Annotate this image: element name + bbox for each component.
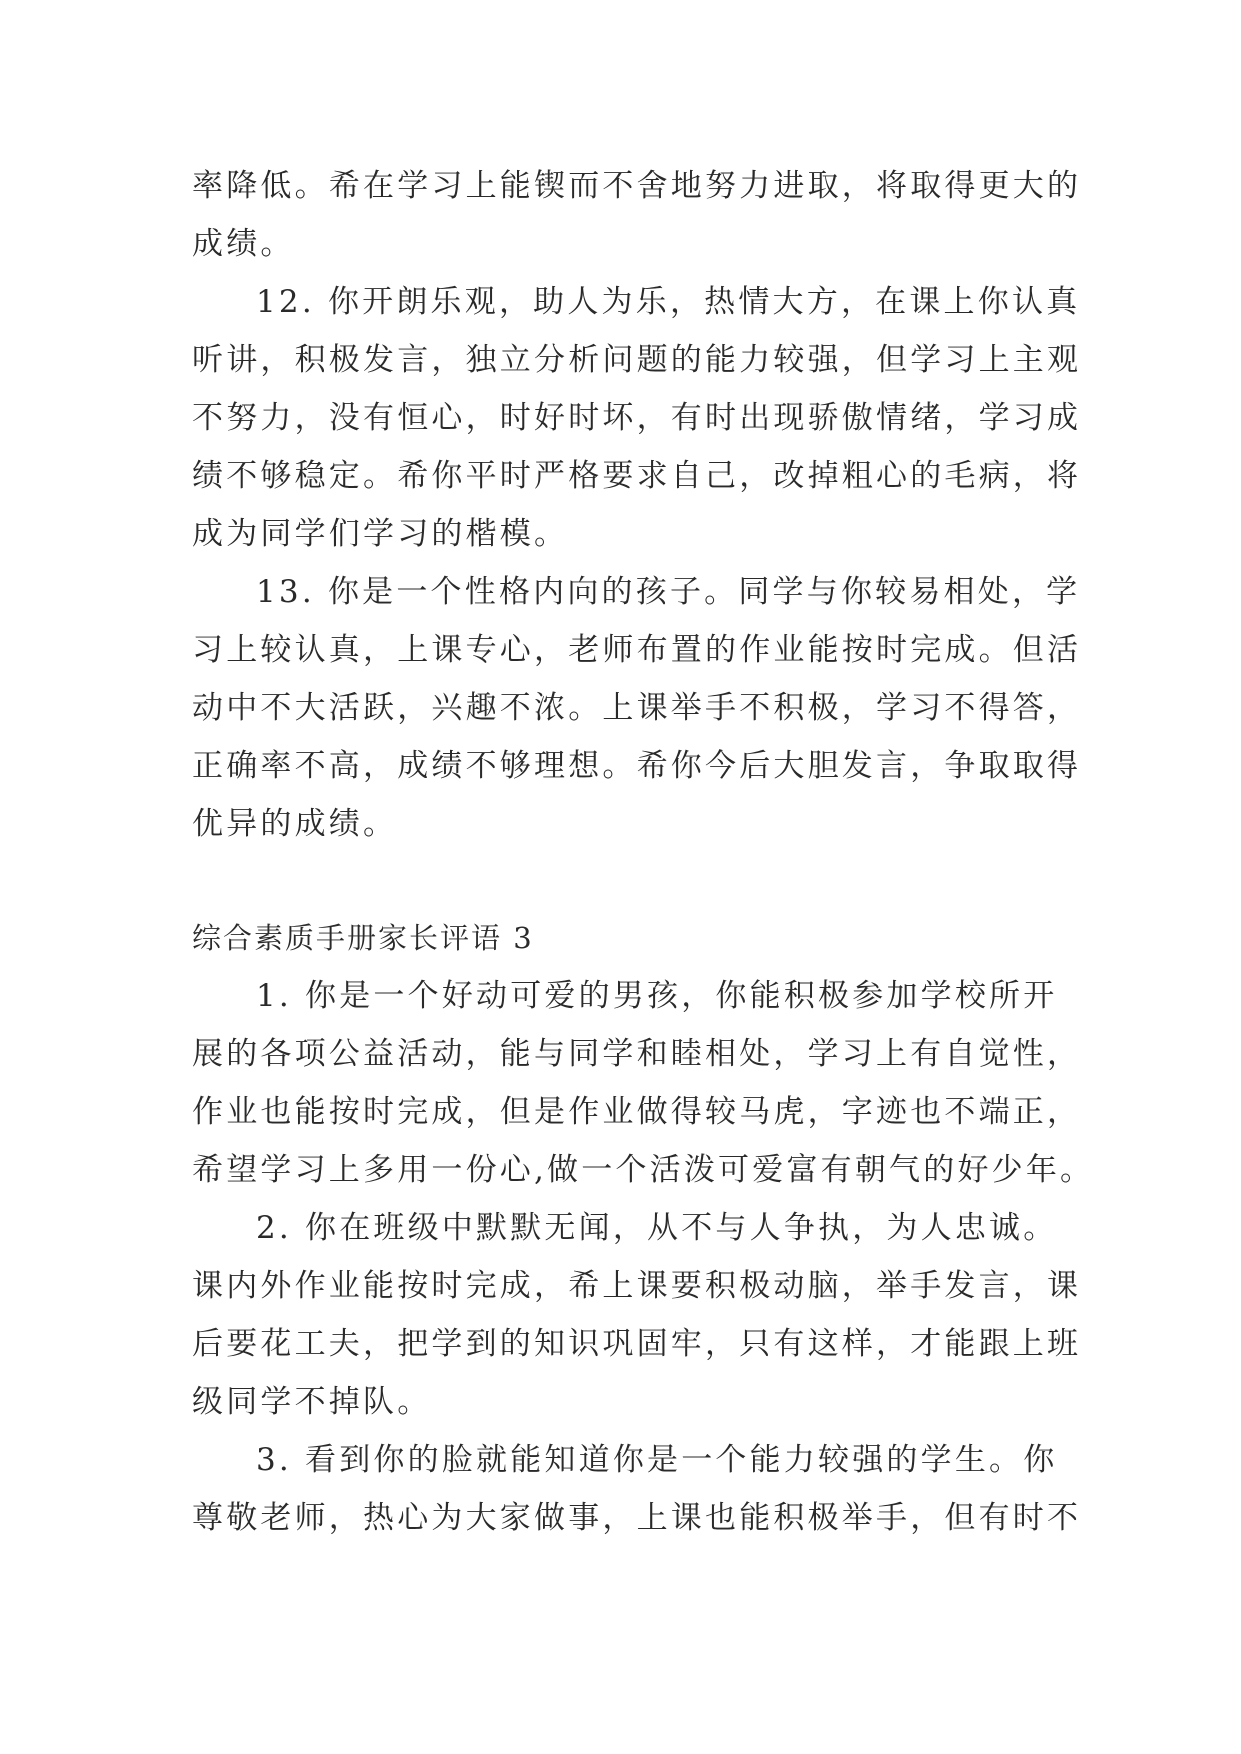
text-line: 12. 你开朗乐观，助人为乐，热情大方，在课上你认真 bbox=[256, 284, 1081, 320]
text-line: 成绩。 bbox=[192, 226, 295, 262]
text-line: 13. 你是一个性格内向的孩子。同学与你较易相处，学 bbox=[256, 574, 1081, 610]
text-line: 2. 你在班级中默默无闻，从不与人争执，为人忠诚。 bbox=[256, 1210, 1058, 1246]
text-line: 作业也能按时完成，但是作业做得较马虎，字迹也不端正， bbox=[192, 1094, 1082, 1130]
text-line: 优异的成绩。 bbox=[192, 806, 398, 842]
section-heading: 综合素质手册家长评语 3 bbox=[192, 921, 534, 955]
paragraph-section-item-2 bbox=[192, 1199, 1082, 1431]
text-line: 绩不够稳定。希你平时严格要求自己，改掉粗心的毛病，将 bbox=[192, 458, 1082, 494]
document-body bbox=[192, 157, 1095, 1547]
text-line: 听讲，积极发言，独立分析问题的能力较强，但学习上主观 bbox=[192, 342, 1082, 378]
text-line: 课内外作业能按时完成，希上课要积极动脑，举手发言，课 bbox=[192, 1268, 1082, 1304]
paragraph-item-12 bbox=[192, 273, 1082, 563]
text-line: 不努力，没有恒心，时好时坏，有时出现骄傲情绪，学习成 bbox=[192, 400, 1082, 436]
text-line: 希望学习上多用一份心,做一个活泼可爱富有朝气的好少年。 bbox=[192, 1152, 1095, 1188]
text-line: 动中不大活跃，兴趣不浓。上课举手不积极，学习不得答， bbox=[192, 690, 1082, 726]
paragraph-section-item-3 bbox=[192, 1431, 1082, 1547]
paragraph-item-13 bbox=[192, 563, 1082, 853]
text-line: 级同学不掉队。 bbox=[192, 1384, 432, 1420]
paragraph-continuation bbox=[192, 157, 1082, 273]
text-line: 率降低。希在学习上能锲而不舍地努力进取，将取得更大的 bbox=[192, 168, 1082, 204]
text-line: 成为同学们学习的楷模。 bbox=[192, 516, 569, 552]
text-line: 正确率不高，成绩不够理想。希你今后大胆发言，争取取得 bbox=[192, 748, 1082, 784]
text-line: 习上较认真，上课专心，老师布置的作业能按时完成。但活 bbox=[192, 632, 1082, 668]
text-line: 3. 看到你的脸就能知道你是一个能力较强的学生。你 bbox=[256, 1442, 1058, 1478]
text-line: 展的各项公益活动，能与同学和睦相处，学习上有自觉性， bbox=[192, 1036, 1082, 1072]
text-line: 1. 你是一个好动可爱的男孩，你能积极参加学校所开 bbox=[256, 978, 1058, 1014]
paragraph-section-item-1 bbox=[192, 967, 1095, 1199]
text-line: 后要花工夫，把学到的知识巩固牢，只有这样，才能跟上班 bbox=[192, 1326, 1082, 1362]
text-line: 尊敬老师，热心为大家做事，上课也能积极举手，但有时不 bbox=[192, 1500, 1082, 1536]
section-gap bbox=[192, 853, 1064, 909]
